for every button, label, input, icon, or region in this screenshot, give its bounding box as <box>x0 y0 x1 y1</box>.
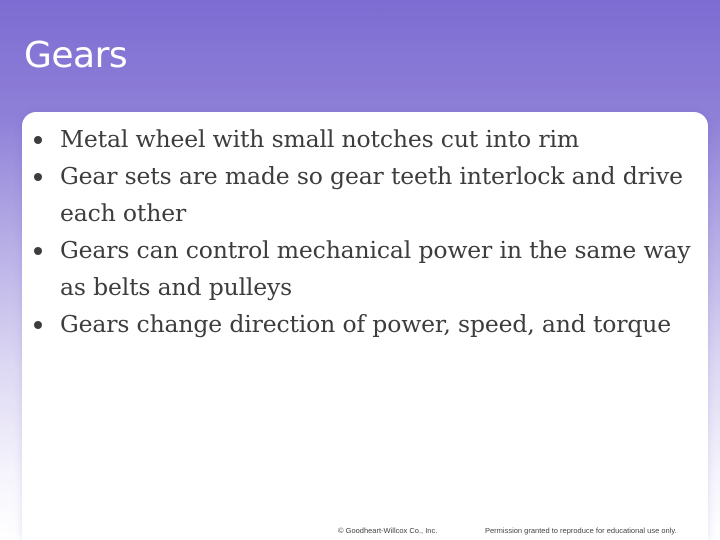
bullet-list <box>34 121 704 343</box>
bullet-text: Gears can control mechanical power in the same way as belts and pulleys <box>60 236 691 301</box>
bullet-item-metal-wheel <box>34 121 704 158</box>
bullet-text: Metal wheel with small notches cut into rim <box>60 125 579 153</box>
bullet-dot-icon <box>34 321 42 329</box>
footer-copyright: © Goodheart-Willcox Co., Inc. <box>338 526 438 535</box>
bullet-dot-icon <box>34 247 42 255</box>
footer-permission: Permission granted to reproduce for educational use only. <box>485 526 677 535</box>
bullet-item-gear-sets <box>34 158 704 232</box>
bullet-item-direction-speed-torque <box>34 306 704 343</box>
slide-title: Gears <box>24 35 128 76</box>
bullet-dot-icon <box>34 173 42 181</box>
bullet-text: Gears change direction of power, speed, and torque <box>60 310 671 338</box>
content-panel <box>22 112 708 540</box>
bullet-dot-icon <box>34 136 42 144</box>
bullet-text: Gear sets are made so gear teeth interlock and drive each other <box>60 162 683 227</box>
bullet-item-mechanical-power <box>34 232 704 306</box>
